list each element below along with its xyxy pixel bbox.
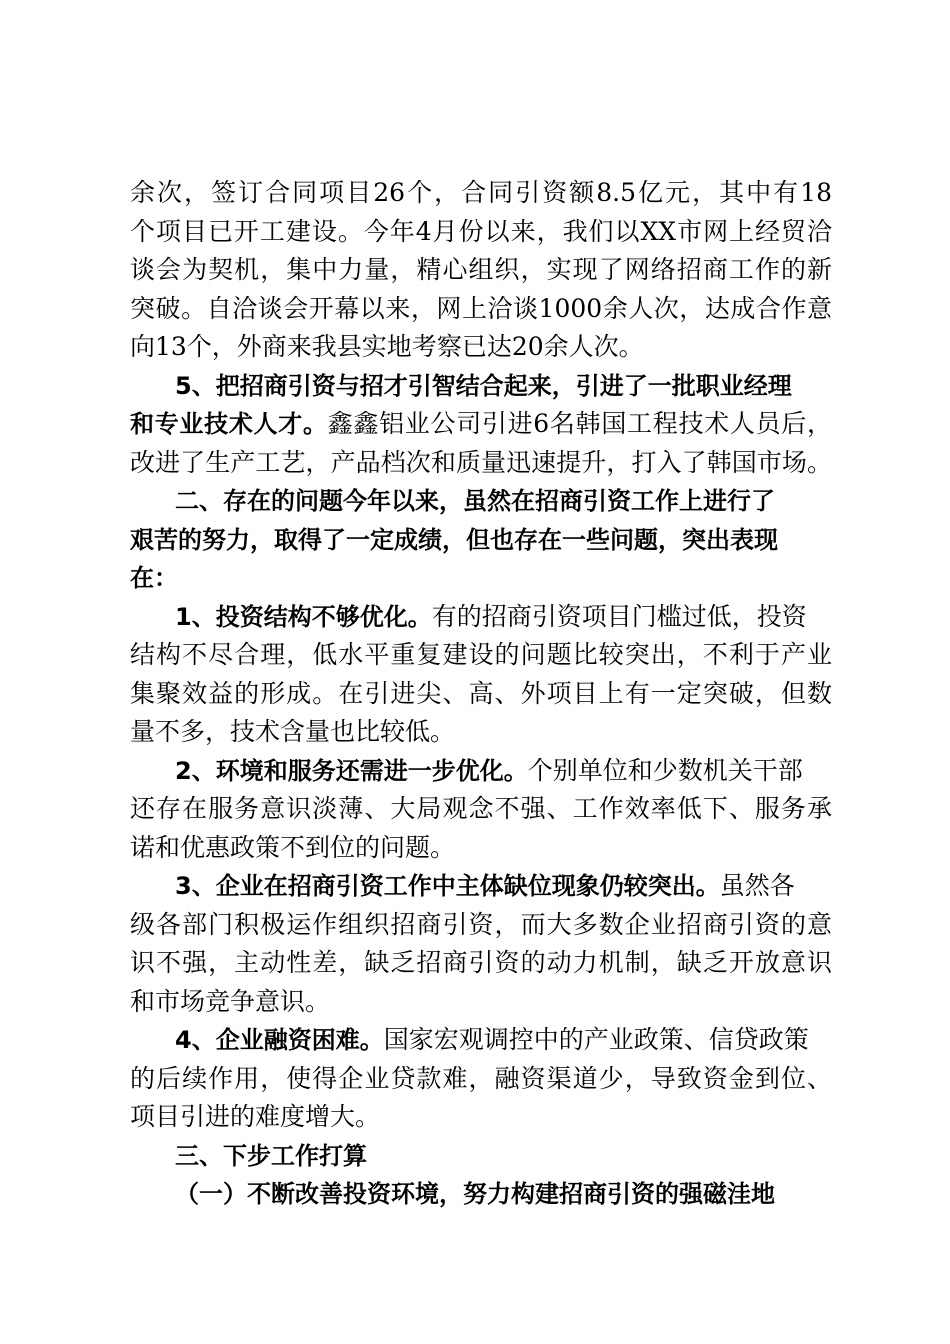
bold-heading: 在：: [130, 564, 178, 592]
line-text: 余次，签订合同项目26个，合同引资额8.5亿元，其中有18: [130, 178, 832, 207]
bold-heading: 1、投资结构不够优化。: [175, 603, 432, 631]
heading-line: [130, 559, 178, 597]
line-text: 结构不尽合理，低水平重复建设的问题比较突出，不利于产业: [130, 640, 832, 669]
text-line: [130, 213, 832, 251]
line-text: 向13个，外商来我县实地考察已达20余人次。: [130, 332, 644, 361]
line-text: 国家宏观调控中的产业政策、信贷政策: [383, 1025, 809, 1054]
text-line: [130, 251, 832, 289]
text-line: [130, 1098, 380, 1136]
line-text: 和市场竞争意识。: [130, 987, 331, 1016]
text-line: [130, 636, 832, 674]
text-line: [130, 444, 832, 482]
text-line: [130, 790, 832, 828]
text-line: [130, 829, 455, 867]
text-line: [130, 405, 832, 443]
line-text: 项目引进的难度增大。: [130, 1102, 381, 1131]
bold-heading: 4、企业融资困难。: [175, 1026, 384, 1054]
line-text: 谈会为契机，集中力量，精心组织，实现了网络招商工作的新: [130, 255, 832, 284]
heading-line: [130, 521, 778, 559]
bold-heading: 艰苦的努力，取得了一定成绩，但也存在一些问题，突出表现: [130, 526, 778, 554]
line-text: 识不强，主动性差，缺乏招商引资的动力机制，缺乏开放意识: [130, 948, 832, 977]
line-text: 级各部门积极运作组织招商引资，而大多数企业招商引资的意: [130, 910, 832, 939]
text-line: [130, 944, 832, 982]
section-heading: [175, 1137, 367, 1175]
text-line: [175, 598, 807, 636]
line-text: 还存在服务意识淡薄、大局观念不强、工作效率低下、服务承: [130, 794, 832, 823]
line-text: 个项目已开工建设。今年4月份以来，我们以XX市网上经贸洽: [130, 217, 832, 246]
text-line: [175, 867, 795, 905]
bold-heading: 5、把招商引资与招才引智结合起来，引进了一批职业经理: [175, 372, 792, 400]
line-text: 改进了生产工艺，产品档次和质量迅速提升，打入了韩国市场。: [130, 448, 832, 477]
text-line: [130, 328, 644, 366]
text-line: [175, 1021, 809, 1059]
line-text: 个别单位和少数机关干部: [527, 756, 803, 785]
text-line: [130, 906, 832, 944]
bold-heading: （一）不断改善投资环境，努力构建招商引资的强磁洼地: [175, 1180, 775, 1208]
text-line: [130, 174, 832, 212]
line-text: 突破。自洽谈会开幕以来，网上洽谈1000余人次，达成合作意: [130, 294, 832, 323]
line-text: 集聚效益的形成。在引进尖、高、外项目上有一定突破，但数: [130, 679, 832, 708]
bold-heading: 和专业技术人才。: [130, 410, 328, 438]
line-text: 鑫鑫铝业公司引进6名韩国工程技术人员后，: [327, 409, 832, 438]
bold-heading: 二、存在的问题今年以来，虽然在招商引资工作上进行了: [175, 487, 775, 515]
text-line: [175, 752, 803, 790]
bold-heading: 三、下步工作打算: [175, 1142, 367, 1170]
line-text: 有的招商引资项目门槛过低，投资: [431, 602, 807, 631]
text-line: [130, 290, 832, 328]
text-line: [130, 675, 832, 713]
heading-line: [175, 367, 792, 405]
bold-heading: 3、企业在招商引资工作中主体缺位现象仍较突出。: [175, 872, 720, 900]
heading-line: [175, 482, 775, 520]
subsection-heading: [175, 1175, 775, 1213]
text-line: [130, 983, 330, 1021]
line-text: 量不多，技术含量也比较低。: [130, 717, 456, 746]
text-line: [130, 713, 455, 751]
line-text: 诺和优惠政策不到位的问题。: [130, 833, 456, 862]
line-text: 的后续作用，使得企业贷款难，融资渠道少，导致资金到位、: [130, 1064, 832, 1093]
bold-heading: 2、环境和服务还需进一步优化。: [175, 757, 528, 785]
text-line: [130, 1060, 832, 1098]
line-text: 虽然各: [719, 871, 795, 900]
